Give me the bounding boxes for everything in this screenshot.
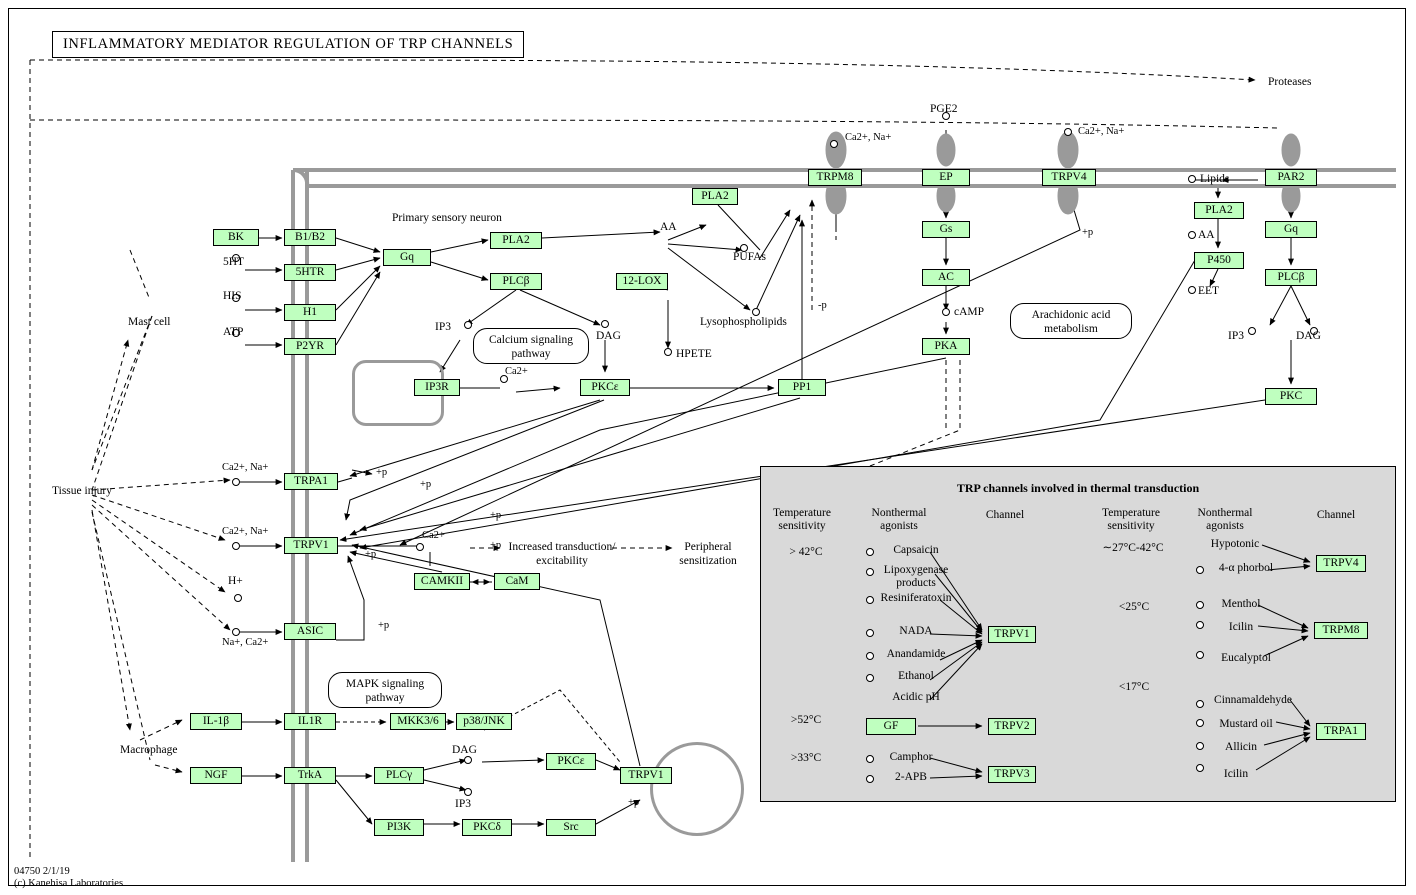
gene-5htr[interactable]: 5HTR — [284, 264, 336, 281]
mapk-signaling-pathway-box[interactable]: MAPK signaling pathway — [328, 672, 442, 708]
panel-agonist: Hypotonic — [1210, 538, 1260, 550]
label-dag-bottom: DAG — [452, 744, 477, 756]
gene-trpa1[interactable]: TRPA1 — [284, 473, 338, 490]
label-eet: EET — [1198, 285, 1220, 297]
label-camp: cAMP — [954, 306, 985, 318]
gene-pkc-[interactable]: PKCε — [580, 379, 630, 396]
gene-trpv4[interactable]: TRPV4 — [1042, 169, 1096, 186]
panel-agonist: Ethanol — [898, 670, 934, 682]
label-lysophospholipids: Lysophospholipids — [700, 316, 787, 328]
label-hpete: HPETE — [676, 348, 712, 360]
gene-p450[interactable]: P450 — [1194, 252, 1244, 269]
label-phospho: +p — [365, 549, 377, 560]
calcium-signaling-pathway-box[interactable]: Calcium signaling pathway — [473, 328, 589, 364]
label-aa: AA — [660, 221, 677, 233]
label-dag-right: DAG — [1296, 330, 1321, 342]
label-atp: ATP — [223, 326, 244, 338]
gene-b1-b2[interactable]: B1/B2 — [284, 229, 336, 246]
gene-plc-[interactable]: PLCβ — [1265, 269, 1317, 286]
gene-pla2[interactable]: PLA2 — [692, 188, 738, 205]
gene-pla2[interactable]: PLA2 — [490, 232, 542, 249]
label-pufas: PUFAs — [733, 251, 767, 263]
gene-ngf[interactable]: NGF — [190, 767, 242, 784]
gene-trpv1[interactable]: TRPV1 — [620, 767, 672, 784]
panel-channel-trpm8[interactable]: TRPM8 — [1314, 622, 1368, 639]
panel-channel-trpv3[interactable]: TRPV3 — [988, 766, 1036, 783]
arachidonic-acid-metabolism-box[interactable]: Arachidonic acid metabolism — [1010, 303, 1132, 339]
panel-agonist: Eucalyptol — [1221, 652, 1271, 664]
label-h-plus: H+ — [228, 575, 243, 587]
gene-p2yr[interactable]: P2YR — [284, 338, 336, 355]
label-dag: DAG — [596, 330, 621, 342]
label-phospho: +p — [420, 479, 432, 490]
label-phospho: +p — [1082, 227, 1094, 238]
gene-ac[interactable]: AC — [922, 269, 970, 286]
label-mast-cell: Mast cell — [128, 316, 171, 328]
panel-agonist: Capsaicin — [893, 544, 939, 556]
panel-agonist: Icilin — [1228, 621, 1254, 633]
panel-temp-17: <17°C — [1118, 681, 1150, 693]
label-5ht: 5HT — [223, 256, 245, 268]
panel-header-temperature-right: Temperature sensitivity — [1102, 507, 1160, 532]
gene-trka[interactable]: TrkA — [284, 767, 336, 784]
gene-mkk3-6[interactable]: MKK3/6 — [390, 713, 446, 730]
label-proteases: Proteases — [1268, 76, 1312, 88]
gene-il-1-[interactable]: IL-1β — [190, 713, 242, 730]
page-title: INFLAMMATORY MEDIATOR REGULATION OF TRP CHANNELS — [52, 31, 524, 58]
panel-agonist: Lipoxygenase products — [883, 564, 949, 589]
label-his: HIS — [223, 290, 242, 302]
panel-header-agonists-right: Nonthermal agonists — [1197, 507, 1253, 532]
label-ca-na-top2: Ca2+, Na+ — [1078, 126, 1125, 137]
label-tissue-injury: Tissue injury — [52, 485, 112, 497]
gene-trpm8[interactable]: TRPM8 — [808, 169, 862, 186]
panel-channel-trpv2[interactable]: TRPV2 — [988, 718, 1036, 735]
label-ca-na-2: Ca2+, Na+ — [222, 526, 269, 537]
label-phospho: +p — [376, 467, 388, 478]
panel-agonist: Camphor — [889, 751, 933, 763]
gene-ep[interactable]: EP — [922, 169, 970, 186]
gene-h1[interactable]: H1 — [284, 304, 336, 321]
panel-agonist: NADA — [899, 625, 933, 637]
gene-pkc-[interactable]: PKCε — [546, 753, 596, 770]
panel-channel-trpv1[interactable]: TRPV1 — [988, 626, 1036, 643]
panel-temp-42: > 42°C — [789, 546, 823, 558]
label-aa-right: AA — [1198, 229, 1215, 241]
gene-cam[interactable]: CaM — [494, 573, 540, 590]
label-na-ca: Na+, Ca2+ — [222, 637, 269, 648]
panel-agonist: Anandamide — [886, 648, 946, 660]
panel-header-temperature-left: Temperature sensitivity — [773, 507, 831, 532]
gene-pkc-[interactable]: PKCδ — [462, 819, 512, 836]
label-ca2-trpv1: Ca2+ — [422, 530, 445, 541]
label-phospho: +p — [490, 510, 502, 521]
gene-camkii[interactable]: CAMKII — [414, 573, 470, 590]
label-peripheral-sensitization: Peripheral sensitization — [679, 541, 737, 567]
panel-agonist: Allicin — [1225, 741, 1257, 753]
panel-agonist: Menthol — [1221, 598, 1261, 610]
gene-pka[interactable]: PKA — [922, 338, 970, 355]
label-ca-na-top1: Ca2+, Na+ — [845, 132, 892, 143]
panel-agonist: 4-α phorbol — [1218, 562, 1274, 574]
panel-header-channel-left: Channel — [985, 509, 1025, 521]
gene-gq[interactable]: Gq — [1265, 221, 1317, 238]
gene-src[interactable]: Src — [546, 819, 596, 836]
panel-header-agonists-left: Nonthermal agonists — [871, 507, 927, 532]
label-phospho: +p — [490, 540, 502, 551]
panel-agonist: Cinnamaldehyde — [1214, 694, 1292, 706]
gene-ip3r[interactable]: IP3R — [414, 379, 460, 396]
panel-temp-25: <25°C — [1118, 601, 1150, 613]
panel-temp-33: >33°C — [790, 752, 822, 764]
footer-line2: (c) Kanehisa Laboratories — [14, 878, 124, 889]
panel-agonist: Acidic pH — [892, 691, 940, 703]
label-ip3-right: IP3 — [1228, 330, 1244, 342]
gene-il1r[interactable]: IL1R — [284, 713, 336, 730]
panel-agonist: Resiniferatoxin — [880, 592, 952, 604]
panel-temp-52: >52°C — [790, 714, 822, 726]
footer-line1: 04750 2/1/19 — [14, 866, 70, 877]
label-lipids: Lipids — [1200, 173, 1230, 185]
label-pge2: PGE2 — [930, 103, 958, 115]
gene-plc-[interactable]: PLCγ — [374, 767, 424, 784]
gene-par2[interactable]: PAR2 — [1265, 169, 1317, 186]
panel-channel-trpv4[interactable]: TRPV4 — [1316, 555, 1366, 572]
gene-pp1[interactable]: PP1 — [778, 379, 826, 396]
panel-header-channel-right: Channel — [1316, 509, 1356, 521]
gene-12-lox[interactable]: 12-LOX — [616, 273, 668, 290]
label-phospho: +p — [378, 620, 390, 631]
gene-asic[interactable]: ASIC — [284, 623, 336, 640]
label-macrophage: Macrophage — [120, 744, 178, 756]
panel-agonist: 2-APB — [895, 771, 927, 783]
gene-gq[interactable]: Gq — [383, 249, 431, 266]
gene-pi3k[interactable]: PI3K — [374, 819, 424, 836]
gene-bk[interactable]: BK — [213, 229, 259, 246]
label-ip3-bottom: IP3 — [455, 798, 471, 810]
label-phospho: +p — [628, 797, 640, 808]
panel-agonist: Icilin — [1223, 768, 1249, 780]
label-primary-neuron: Primary sensory neuron — [392, 212, 502, 224]
panel-agonist-gf[interactable]: GF — [866, 718, 916, 735]
label-ca2-mid: Ca2+ — [505, 366, 528, 377]
label-ip3: IP3 — [435, 321, 451, 333]
label-increased-transduction: Increased transduction/ excitability — [508, 541, 616, 567]
gene-p38-jnk[interactable]: p38/JNK — [456, 713, 512, 730]
panel-channel-trpa1[interactable]: TRPA1 — [1316, 723, 1366, 740]
label-ca-na-1: Ca2+, Na+ — [222, 462, 269, 473]
panel-temp-27-42: ∼27°C-42°C — [1102, 542, 1164, 554]
panel-title: TRP channels involved in thermal transduction — [956, 481, 1200, 495]
label-dephospho: -p — [818, 300, 827, 311]
gene-trpv1[interactable]: TRPV1 — [284, 537, 338, 554]
gene-plc-[interactable]: PLCβ — [490, 273, 542, 290]
gene-gs[interactable]: Gs — [922, 221, 970, 238]
panel-agonist: Mustard oil — [1219, 718, 1273, 730]
gene-pkc[interactable]: PKC — [1265, 388, 1317, 405]
gene-pla2[interactable]: PLA2 — [1194, 202, 1244, 219]
